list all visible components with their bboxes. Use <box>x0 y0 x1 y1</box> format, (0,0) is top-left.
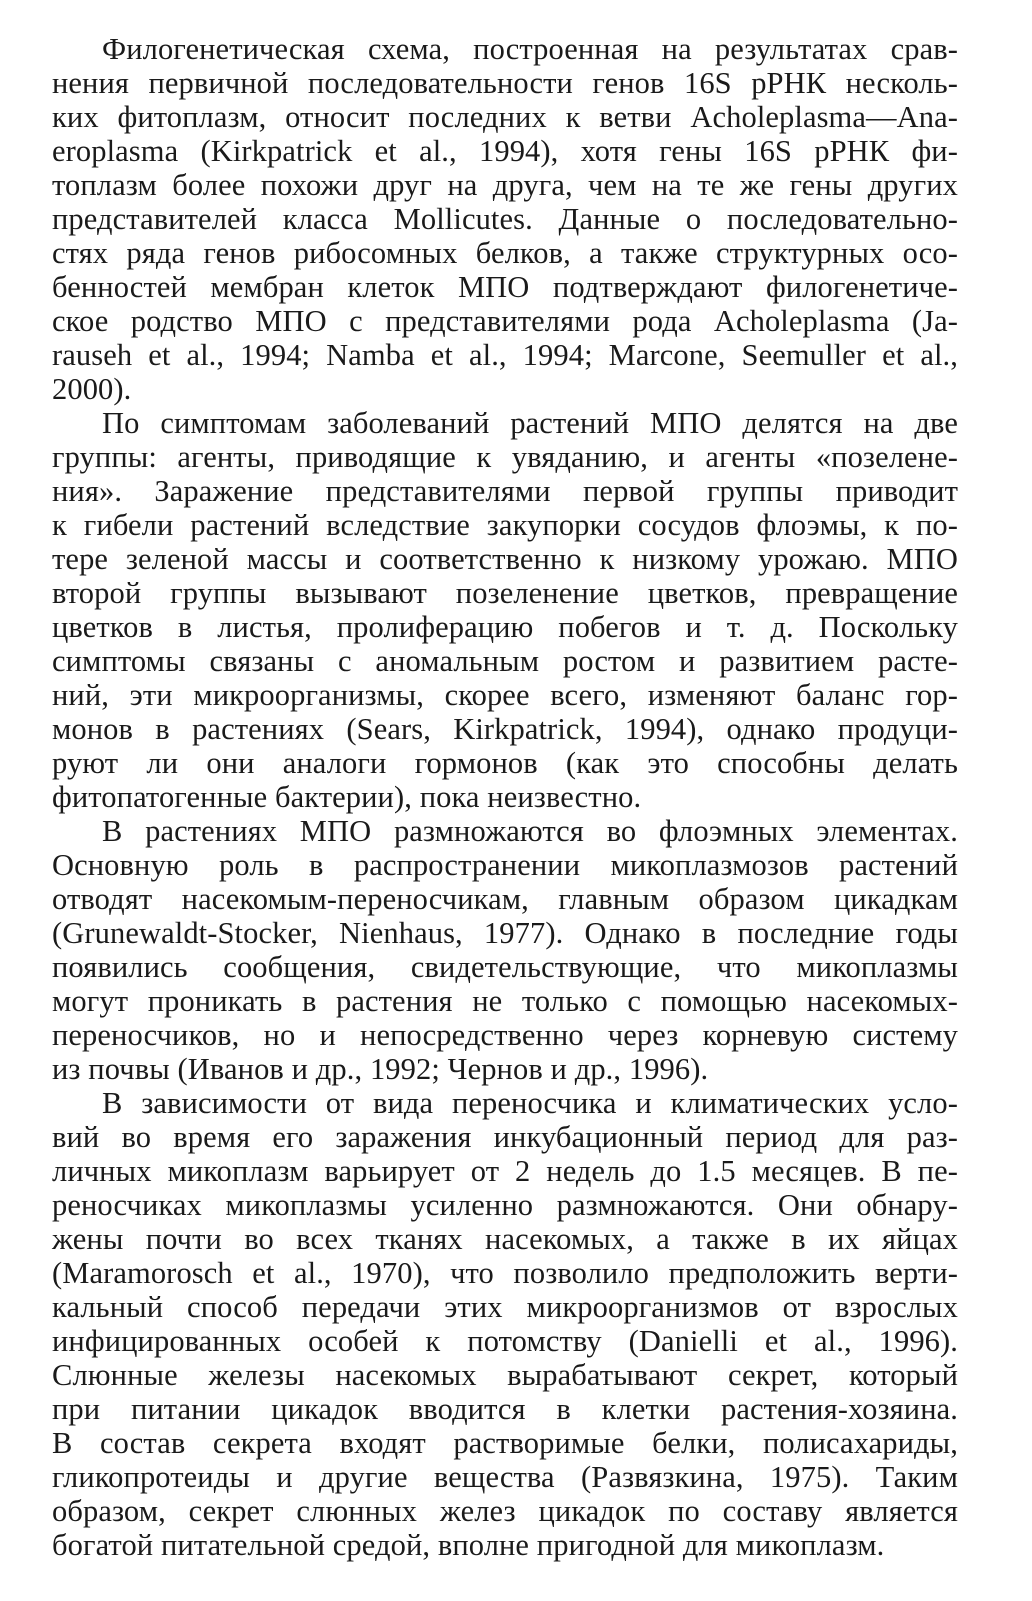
text-line: eroplasma (Kirkpatrick et al., 1994), хотя гены 16S рРНК фи- <box>52 134 958 168</box>
text-line: бенностей мембран клеток МПО подтверждают филогенетиче- <box>52 270 958 304</box>
text-line: образом, секрет слюнных желез цикадок по составу является <box>52 1494 958 1528</box>
text-line: из почвы (Иванов и др., 1992; Чернов и др., 1996). <box>52 1052 709 1086</box>
text-line: (Grunewaldt-Stocker, Nienhaus, 1977). Однако в последние годы <box>52 916 958 950</box>
text-line: симптомы связаны с аномальным ростом и развитием расте- <box>52 644 958 678</box>
text-line: богатой питательной средой, вполне пригодной для микоплазм. <box>52 1528 885 1562</box>
text-line: группы: агенты, приводящие к увяданию, и агенты «позелене- <box>52 440 958 474</box>
text-line: В зависимости от вида переносчика и климатических усло- <box>102 1086 958 1120</box>
text-line: жены почти во всех тканях насекомых, а также в их яйцах <box>52 1222 958 1256</box>
paragraph <box>52 32 958 406</box>
text-line: фитопатогенные бактерии), пока неизвестно. <box>52 780 642 814</box>
text-line: В состав секрета входят растворимые белки, полисахариды, <box>52 1426 958 1460</box>
text-line: цветков в листья, пролиферацию побегов и т. д. Поскольку <box>52 610 958 644</box>
text-line: тере зеленой массы и соответственно к низкому урожаю. МПО <box>52 542 958 576</box>
text-line: переносчиков, но и непосредственно через корневую систему <box>52 1018 958 1052</box>
text-line: реносчиках микоплазмы усиленно размножаются. Они обнару- <box>52 1188 958 1222</box>
text-line: могут проникать в растения не только с помощью насекомых- <box>52 984 958 1018</box>
text-line: топлазм более похожи друг на друга, чем на те же гены других <box>52 168 958 202</box>
text-line: отводят насекомым-переносчикам, главным образом цикадкам <box>52 882 958 916</box>
paragraph <box>52 406 958 814</box>
text-line: ское родство МПО с представителями рода Acholeplasma (Ja- <box>52 304 958 338</box>
text-line: Слюнные железы насекомых вырабатывают секрет, который <box>52 1358 958 1392</box>
text-line: Филогенетическая схема, построенная на результатах срав- <box>102 32 958 66</box>
text-line: монов в растениях (Sears, Kirkpatrick, 1994), однако продуци- <box>52 712 958 746</box>
text-line: гликопротеиды и другие вещества (Развязкина, 1975). Таким <box>52 1460 958 1494</box>
text-line: вий во время его заражения инкубационный период для раз- <box>52 1120 958 1154</box>
text-line: 2000). <box>52 372 132 406</box>
text-line: Основную роль в распространении микоплазмозов растений <box>52 848 958 882</box>
paragraph <box>52 814 958 1086</box>
text-line: В растениях МПО размножаются во флоэмных элементах. <box>102 814 958 848</box>
text-line: при питании цикадок вводится в клетки растения-хозяина. <box>52 1392 958 1426</box>
text-line: (Maramorosch et al., 1970), что позволило предположить верти- <box>52 1256 958 1290</box>
text-line: к гибели растений вследствие закупорки сосудов флоэмы, к по- <box>52 508 958 542</box>
text-line: руют ли они аналоги гормонов (как это способны делать <box>52 746 958 780</box>
text-line: ний, эти микроорганизмы, скорее всего, изменяют баланс гор- <box>52 678 958 712</box>
text-line: личных микоплазм варьирует от 2 недель до 1.5 месяцев. В пе- <box>52 1154 958 1188</box>
text-line: представителей класса Mollicutes. Данные о последовательно- <box>52 202 958 236</box>
text-line: ния». Заражение представителями первой группы приводит <box>52 474 958 508</box>
text-line: нения первичной последовательности генов 16S рРНК несколь- <box>52 66 958 100</box>
text-line: стях ряда генов рибосомных белков, а также структурных осо- <box>52 236 958 270</box>
text-line: второй группы вызывают позеленение цветков, превращение <box>52 576 958 610</box>
text-line: ких фитоплазм, относит последних к ветви Acholeplasma—Ana- <box>52 100 958 134</box>
page-text <box>52 32 958 1562</box>
text-line: По симптомам заболеваний растений МПО делятся на две <box>102 406 958 440</box>
text-line: rauseh et al., 1994; Namba et al., 1994; Marcone, Seemuller et al., <box>52 338 958 372</box>
text-line: кальный способ передачи этих микроорганизмов от взрослых <box>52 1290 958 1324</box>
text-line: инфицированных особей к потомству (Danielli et al., 1996). <box>52 1324 958 1358</box>
text-line: появились сообщения, свидетельствующие, что микоплазмы <box>52 950 958 984</box>
paragraph <box>52 1086 958 1562</box>
